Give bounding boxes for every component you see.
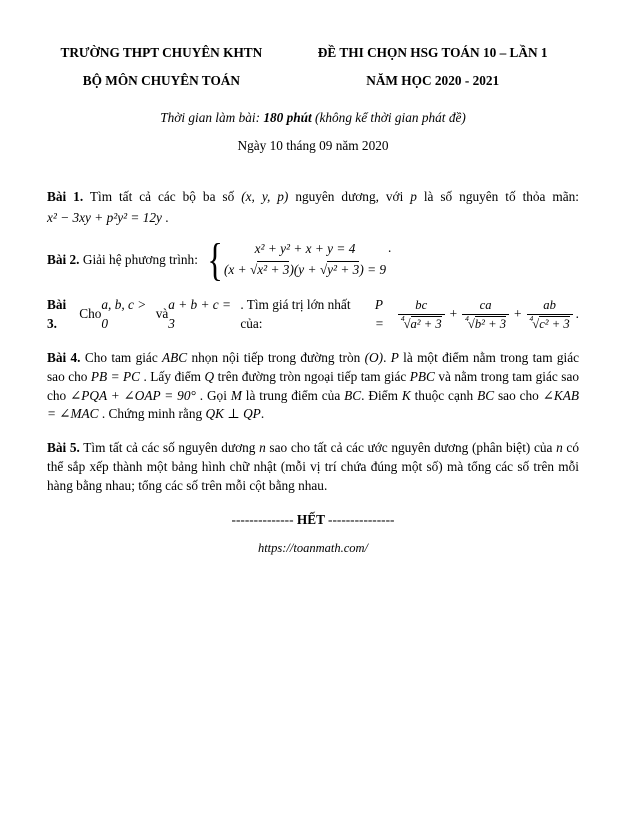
text-run: là một điểm nằm trong tam giác sao cho xyxy=(47,349,580,384)
plus-operator: + xyxy=(514,306,522,322)
fraction-numerator: bc xyxy=(415,297,428,312)
exam-year: NĂM HỌC 2020 - 2021 xyxy=(366,72,500,88)
problem-3 xyxy=(47,296,579,334)
problem-1-statement xyxy=(47,188,579,207)
document-header xyxy=(47,44,579,100)
time-limit-line xyxy=(47,109,579,128)
text-run: Cho tam giác xyxy=(80,349,163,365)
problem-4-label: Bài 4. xyxy=(47,349,81,365)
sqrt-sign: √ xyxy=(467,316,475,331)
math-run: a, b, c > 0 xyxy=(101,297,147,331)
end-of-exam-line xyxy=(47,511,579,530)
text-run: Tìm tất cả các bộ ba số xyxy=(83,188,242,204)
math-run: P xyxy=(390,349,399,365)
math-run: n xyxy=(556,440,563,456)
text-run: . Lấy điểm xyxy=(140,368,205,384)
math-run: ∠KAB = ∠MAC xyxy=(47,387,579,422)
text-run: thuộc cạnh xyxy=(410,387,478,403)
text-run: là số nguyên tố thỏa mãn: xyxy=(416,188,580,204)
text-run: có thể sắp xếp thành một bảng hình chữ nhật (mỗi vị trí chứa đúng một số) mà tổng các số trên mỗi hàng bằng nhau; tổng các số trên mỗi cột bằng nhau. xyxy=(47,440,579,493)
system-equation-2 xyxy=(224,260,386,281)
fourth-root-expression xyxy=(400,313,442,331)
system-equation-1: x² + y² + x + y = 4 xyxy=(254,241,356,257)
radicand: a² + 3 xyxy=(410,316,442,331)
text-run: sao cho xyxy=(494,387,543,403)
text-run: trên đường tròn ngoại tiếp tam giác xyxy=(214,368,410,384)
sqrt-sign: √ xyxy=(532,316,540,331)
problem-5-label: Bài 5. xyxy=(47,440,80,456)
exam-title: ĐỀ THI CHỌN HSG TOÁN 10 – LẦN 1 xyxy=(317,45,548,60)
math-run: PB = PC xyxy=(90,368,141,384)
department-name: BỘ MÔN CHUYÊN TOÁN xyxy=(82,72,240,88)
text-run: Cho xyxy=(79,306,102,322)
problem-1-label: Bài 1. xyxy=(47,188,84,204)
text-run: Tìm tất cả các số nguyên dương xyxy=(79,440,260,456)
het-text: HẾT xyxy=(293,511,329,527)
fraction-denominator xyxy=(462,314,509,332)
school-header xyxy=(47,44,276,100)
math-run: BC xyxy=(477,387,495,403)
fourth-root-expression xyxy=(529,313,570,331)
fourth-root-expression xyxy=(465,313,507,331)
fraction xyxy=(527,298,573,332)
system-equations xyxy=(224,239,386,281)
root-index: 4 xyxy=(465,313,469,323)
math-run: ) = 9 xyxy=(359,262,387,278)
time-limit-prefix: Thời gian làm bài: xyxy=(160,109,264,125)
problem-4 xyxy=(47,349,579,425)
exam-header xyxy=(286,44,579,100)
fraction-denominator xyxy=(527,314,573,332)
math-run: K xyxy=(401,387,411,403)
sqrt-sign: √ xyxy=(403,316,411,331)
equation-system: { x² + y² + x + y = 4 (x + √x² + 3)(y + √y² + 3) = 9 . xyxy=(207,234,392,286)
plus-operator: + xyxy=(449,306,458,322)
punctuation: . xyxy=(575,306,579,322)
fraction-denominator xyxy=(398,314,445,332)
time-limit-duration: 180 phút xyxy=(263,109,312,125)
math-run: Q xyxy=(204,368,215,384)
fraction xyxy=(462,298,509,332)
source-url: https://toanmath.com/ xyxy=(257,540,369,555)
math-run: (x + xyxy=(224,262,250,278)
math-run: BC xyxy=(344,387,362,403)
punctuation: . xyxy=(161,210,169,226)
problem-5 xyxy=(47,439,579,496)
dashes: -------------- xyxy=(231,511,294,527)
fraction-numerator: ca xyxy=(479,297,492,312)
radicand: c² + 3 xyxy=(539,316,570,331)
punctuation: . xyxy=(260,406,265,422)
fraction xyxy=(398,298,445,332)
sqrt-sign: √ xyxy=(249,262,258,278)
root-index: 4 xyxy=(400,313,405,323)
school-name: TRƯỜNG THPT CHUYÊN KHTN xyxy=(60,45,263,60)
math-run: a + b + c = 3 xyxy=(168,297,231,331)
math-run: M xyxy=(230,387,242,403)
text-run: . Chứng minh rằng xyxy=(98,406,206,422)
math-run: (x, y, p) xyxy=(241,188,289,204)
fraction-numerator: ab xyxy=(543,297,556,312)
problem-1-equation-line xyxy=(47,209,579,228)
problem-1 xyxy=(47,188,579,229)
time-limit-suffix: (không kể thời gian phát đề) xyxy=(311,109,466,125)
text-run: . xyxy=(383,349,391,365)
text-run: và nằm trong tam giác sao cho xyxy=(47,368,579,403)
math-run: n xyxy=(259,440,266,456)
sqrt-expression xyxy=(250,261,289,277)
text-run: nhọn nội tiếp trong đường tròn xyxy=(187,349,365,365)
punctuation: . xyxy=(388,240,392,256)
math-run: QK ⊥ QP xyxy=(205,406,261,422)
math-run: PBC xyxy=(409,368,435,384)
equation: x² − 3xy + p²y² = 12y xyxy=(47,210,162,226)
math-run: ∠PQA + ∠OAP = 90° xyxy=(70,387,196,403)
p-equals: P = xyxy=(374,297,384,331)
text-run: sao cho tất cả các ước nguyên dương (phân biệt) của xyxy=(265,440,557,456)
problem-2-intro xyxy=(47,251,198,270)
radicand: x² + 3 xyxy=(257,262,290,278)
problem-2-label: Bài 2. xyxy=(47,251,80,267)
text-run: nguyên dương, với xyxy=(288,188,411,204)
problem-2 xyxy=(47,234,579,286)
text-run: và xyxy=(155,306,169,322)
root-index: 4 xyxy=(529,313,534,323)
sqrt-expression xyxy=(320,261,359,277)
exam-date: Ngày 10 tháng 09 năm 2020 xyxy=(237,137,389,153)
sqrt-sign: √ xyxy=(319,262,328,278)
math-run: (O) xyxy=(364,349,384,365)
text-run: . Gọi xyxy=(195,387,231,403)
math-run: ABC xyxy=(162,349,188,365)
text-run: . Điểm xyxy=(361,387,402,403)
math-run: p xyxy=(410,188,417,204)
math-run: )(y + xyxy=(289,262,320,278)
dashes: --------------- xyxy=(328,511,395,527)
problem-3-label: Bài 3. xyxy=(47,297,67,331)
text-run: . Tìm giá trị lớn nhất của: xyxy=(240,297,351,331)
radicand: y² + 3 xyxy=(327,262,360,278)
text-run: là trung điểm của xyxy=(241,387,345,403)
text-run: Giải hệ phương trình: xyxy=(79,251,198,267)
radicand: b² + 3 xyxy=(474,316,507,331)
